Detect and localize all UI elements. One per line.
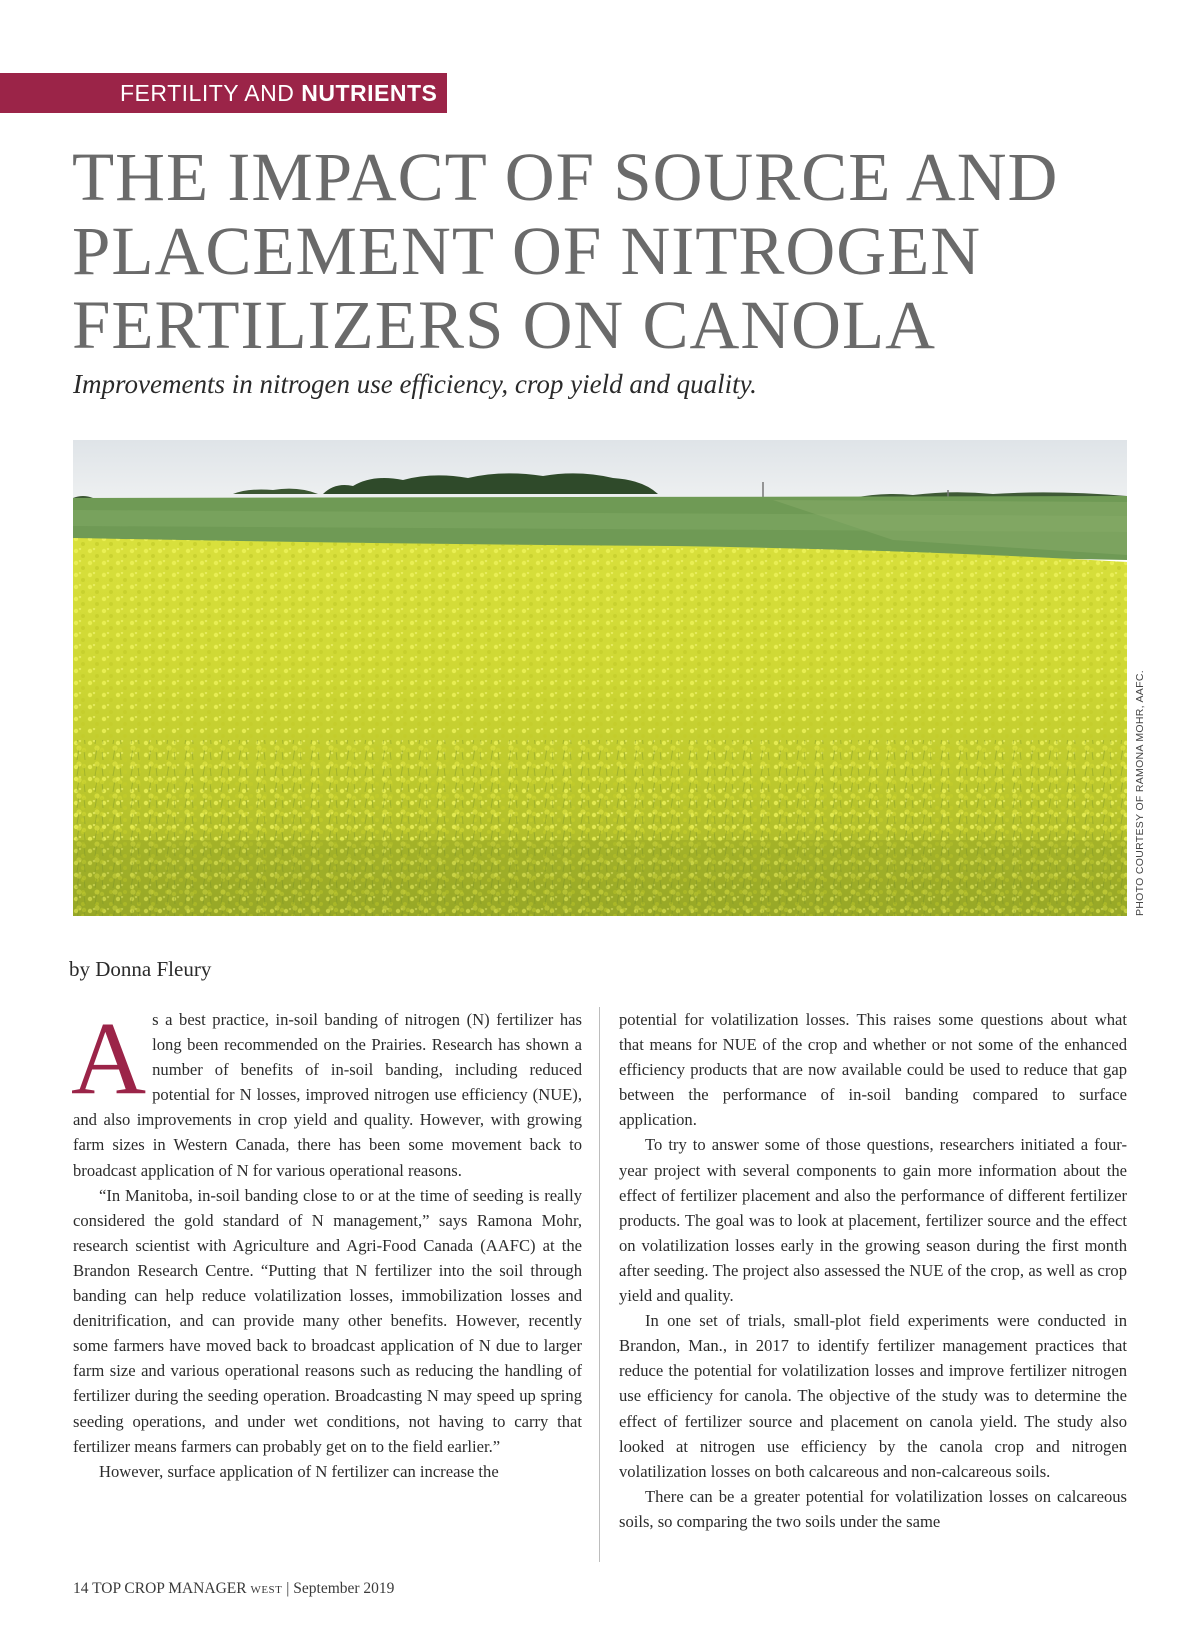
canola-field-photo	[73, 440, 1127, 916]
page-footer	[73, 1580, 394, 1598]
magazine-edition: WEST	[250, 1584, 283, 1596]
article-column-right	[619, 1007, 1127, 1534]
paragraph-text: s a best practice, in-soil banding of nitrogen (N) fertilizer has long been recommended on the Prairies. Research has shown a number of benefits of in-soil banding, including reduced potential for N losses, improved nitrogen use efficiency (NUE), and also improvements in crop yield and quality. However, with growing farm sizes in Western Canada, there has been some movement back to broadcast application of N for various operational reasons.	[73, 1010, 582, 1180]
issue-date: September 2019	[293, 1580, 395, 1597]
article-paragraph: There can be a greater potential for volatilization losses on calcareous soils, so comparing the two soils under the same	[619, 1486, 1127, 1531]
footer-separator: |	[286, 1580, 290, 1597]
article-column-left	[71, 1001, 582, 1484]
byline: by Donna Fleury	[69, 957, 212, 981]
drop-cap: A	[71, 1001, 147, 1116]
section-label	[120, 73, 437, 113]
section-label-bar	[0, 73, 447, 113]
section-label-bold: NUTRIENTS	[301, 80, 438, 106]
article-paragraph: However, surface application of N fertilizer can increase the	[99, 1461, 499, 1481]
canola-field-illustration	[73, 440, 1127, 916]
photo-credit: PHOTO COURTESY OF RAMONA MOHR, AAFC.	[1134, 670, 1146, 916]
article-paragraph: “In Manitoba, in-soil banding close to or at the time of seeding is really considered the gold standard of N management,” says Ramona Mohr, research scientist with Agriculture and Agri-Food Canada (AAFC) at the Brandon Research Centre. “Putting that N fertilizer into the soil through banding can help reduce volatilization losses, immobilization losses and denitrification, and can provide many other benefits. However, recently some farmers have moved back to broadcast application of N due to larger farm size and various operational reasons such as reducing the handling of fertilizer during the seeding operation. Broadcasting N may speed up spring seeding operations, and under wet conditions, not having to carry that fertilizer means farmers can probably get on to the field earlier.”	[73, 1185, 582, 1456]
article-headline: THE IMPACT OF SOURCE AND PLACEMENT OF NITROGEN FERTILIZERS ON CANOLA	[72, 139, 1059, 363]
article-subtitle: Improvements in nitrogen use efficiency, crop yield and quality.	[73, 369, 757, 399]
column-divider	[599, 1007, 600, 1562]
article-paragraph: In one set of trials, small-plot field experiments were conducted in Brandon, Man., in 2017 to identify fertilizer management practices that reduce the potential for volatilization losses and improve fertilizer nitrogen use efficiency for canola. The objective of the study was to determine the effect of fertilizer source and placement on canola yield. The study also looked at nitrogen use efficiency by the canola crop and nitrogen volatilization losses on both calcareous and non-calcareous soils.	[619, 1311, 1127, 1481]
magazine-name: TOP CROP MANAGER	[92, 1580, 247, 1597]
section-label-light: FERTILITY AND	[120, 80, 295, 106]
article-paragraph	[71, 1001, 582, 1183]
article-paragraph: To try to answer some of those questions, researchers initiated a four-year project with several components to gain more information about the effect of fertilizer placement and also the performance of different fertilizer products. The goal was to look at placement, fertilizer source and the effect on volatilization losses early in the growing season during the first month after seeding. The project also assessed the NUE of the crop, as well as crop yield and quality.	[619, 1135, 1127, 1306]
article-paragraph: potential for volatilization losses. This raises some questions about what that means for NUE of the crop and whether or not some of the enhanced efficiency products that are now available could be used to reduce that gap between the performance of in-soil banding compared to surface application.	[619, 1010, 1127, 1130]
page-number: 14	[73, 1580, 89, 1597]
